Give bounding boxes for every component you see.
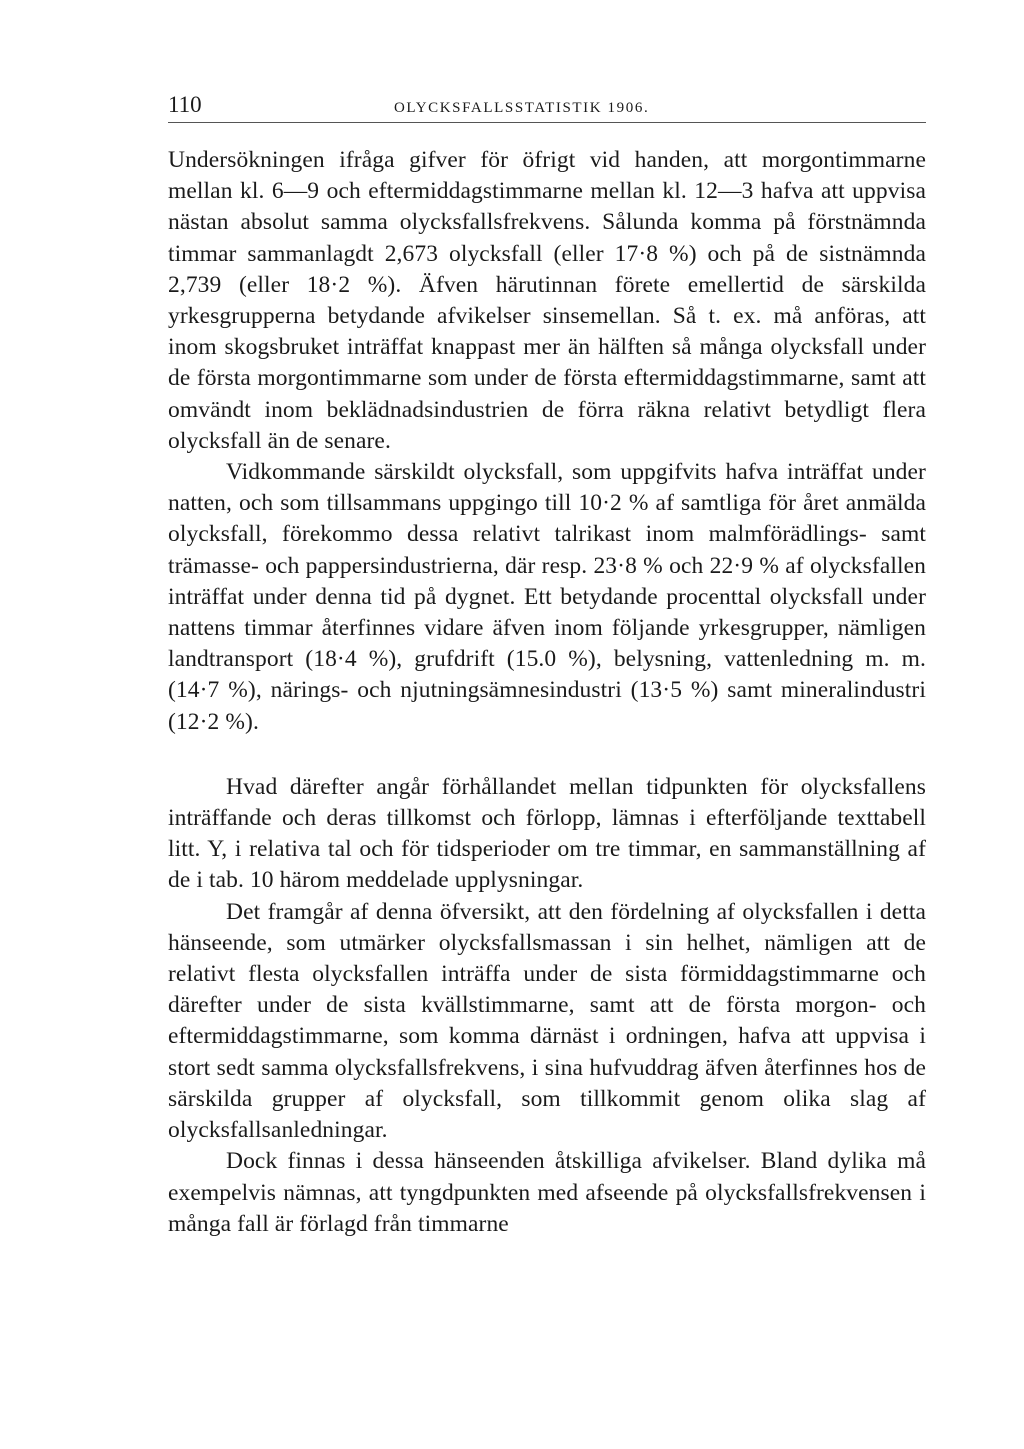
document-page: [168, 92, 926, 1240]
running-title: OLYCKSFALLSSTATISTIK 1906.: [394, 100, 650, 116]
paragraph-5: Dock finnas i dessa hänseenden åtskilliga afvikelser. Bland dylika må exempelvis nämnas, att tyngdpunkten med afseende på olycksfallsfrekvensen i många fall är förlagd från timmarne: [168, 1148, 926, 1237]
paragraph-3: Hvad därefter angår förhållandet mellan tidpunkten för olycksfallens inträffande och deras tillkomst och förlopp, lämnas i efterföljande texttabell litt. Y, i relativa tal och för tidsperioder om tre timmar, en sammanställning af de i tab. 10 härom meddelade upplysningar.: [168, 773, 926, 894]
running-head: [168, 92, 926, 123]
paragraph-2: Vidkommande särskildt olycksfall, som uppgifvits hafva inträffat under natten, och som tillsammans uppgingo till 10·2 % af samtliga för året anmälda olycksfall, förekommo dessa relativt talrikast inom malmförädlings- samt trämasse- och pappersindustrierna, där resp. 23·8 % och 22·9 % af olycksfallen inträffat under denna tid på dygnet. Ett betydande procenttal olycksfall under nattens timmar återfinnes vidare äfven inom följande yrkesgrupper, nämligen landtransport (18·4 %), grufdrift (15.0 %), belysning, vattenledning m. m. (14·7 %), närings- och njutningsämnesindustri (13·5 %) samt mineralindustri (12·2 %).: [168, 459, 926, 735]
page-number: 110: [168, 92, 202, 117]
paragraph-1: Undersökningen ifråga gifver för öfrigt vid handen, att morgontimmarne mellan kl. 6—9 och eftermiddagstimmarne mellan kl. 12—3 hafva att uppvisa nästan absolut samma olycksfallsfrekvens. Sålunda komma på förstnämnda timmar sammanlagdt 2,673 olycksfall (eller 17·8 %) och på de sistnämnda 2,739 (eller 18·2 %). Äfven härutinnan förete emellertid de särskilda yrkesgrupperna betydande afvikelser sinsemellan. Så t. ex. må anföras, att inom skogsbruket inträffat knappast mer än hälften så många olycksfall under de första morgontimmarne som under de första eftermiddagstimmarne, samt att omvändt inom beklädnadsindustrien de förra räkna relativt betydligt flera olycksfall än de senare.: [168, 147, 926, 454]
paragraph-4: Det framgår af denna öfversikt, att den fördelning af olycksfallen i detta hänseende, som utmärker olycksfallsmassan i sin helhet, nämligen att de relativt flesta olycksfallen inträffa under de sista förmiddagstimmarne och därefter under de sista kvällstimmarne, samt att de första morgon- och eftermiddagstimmarne, som komma därnäst i ordningen, hafva att uppvisa i stort sedt samma olycksfallsfrekvens, i sina hufvuddrag äfven återfinnes hos de särskilda grupper af olycksfall, som tillkommit genom olika slag af olycksfallsanledningar.: [168, 898, 926, 1144]
